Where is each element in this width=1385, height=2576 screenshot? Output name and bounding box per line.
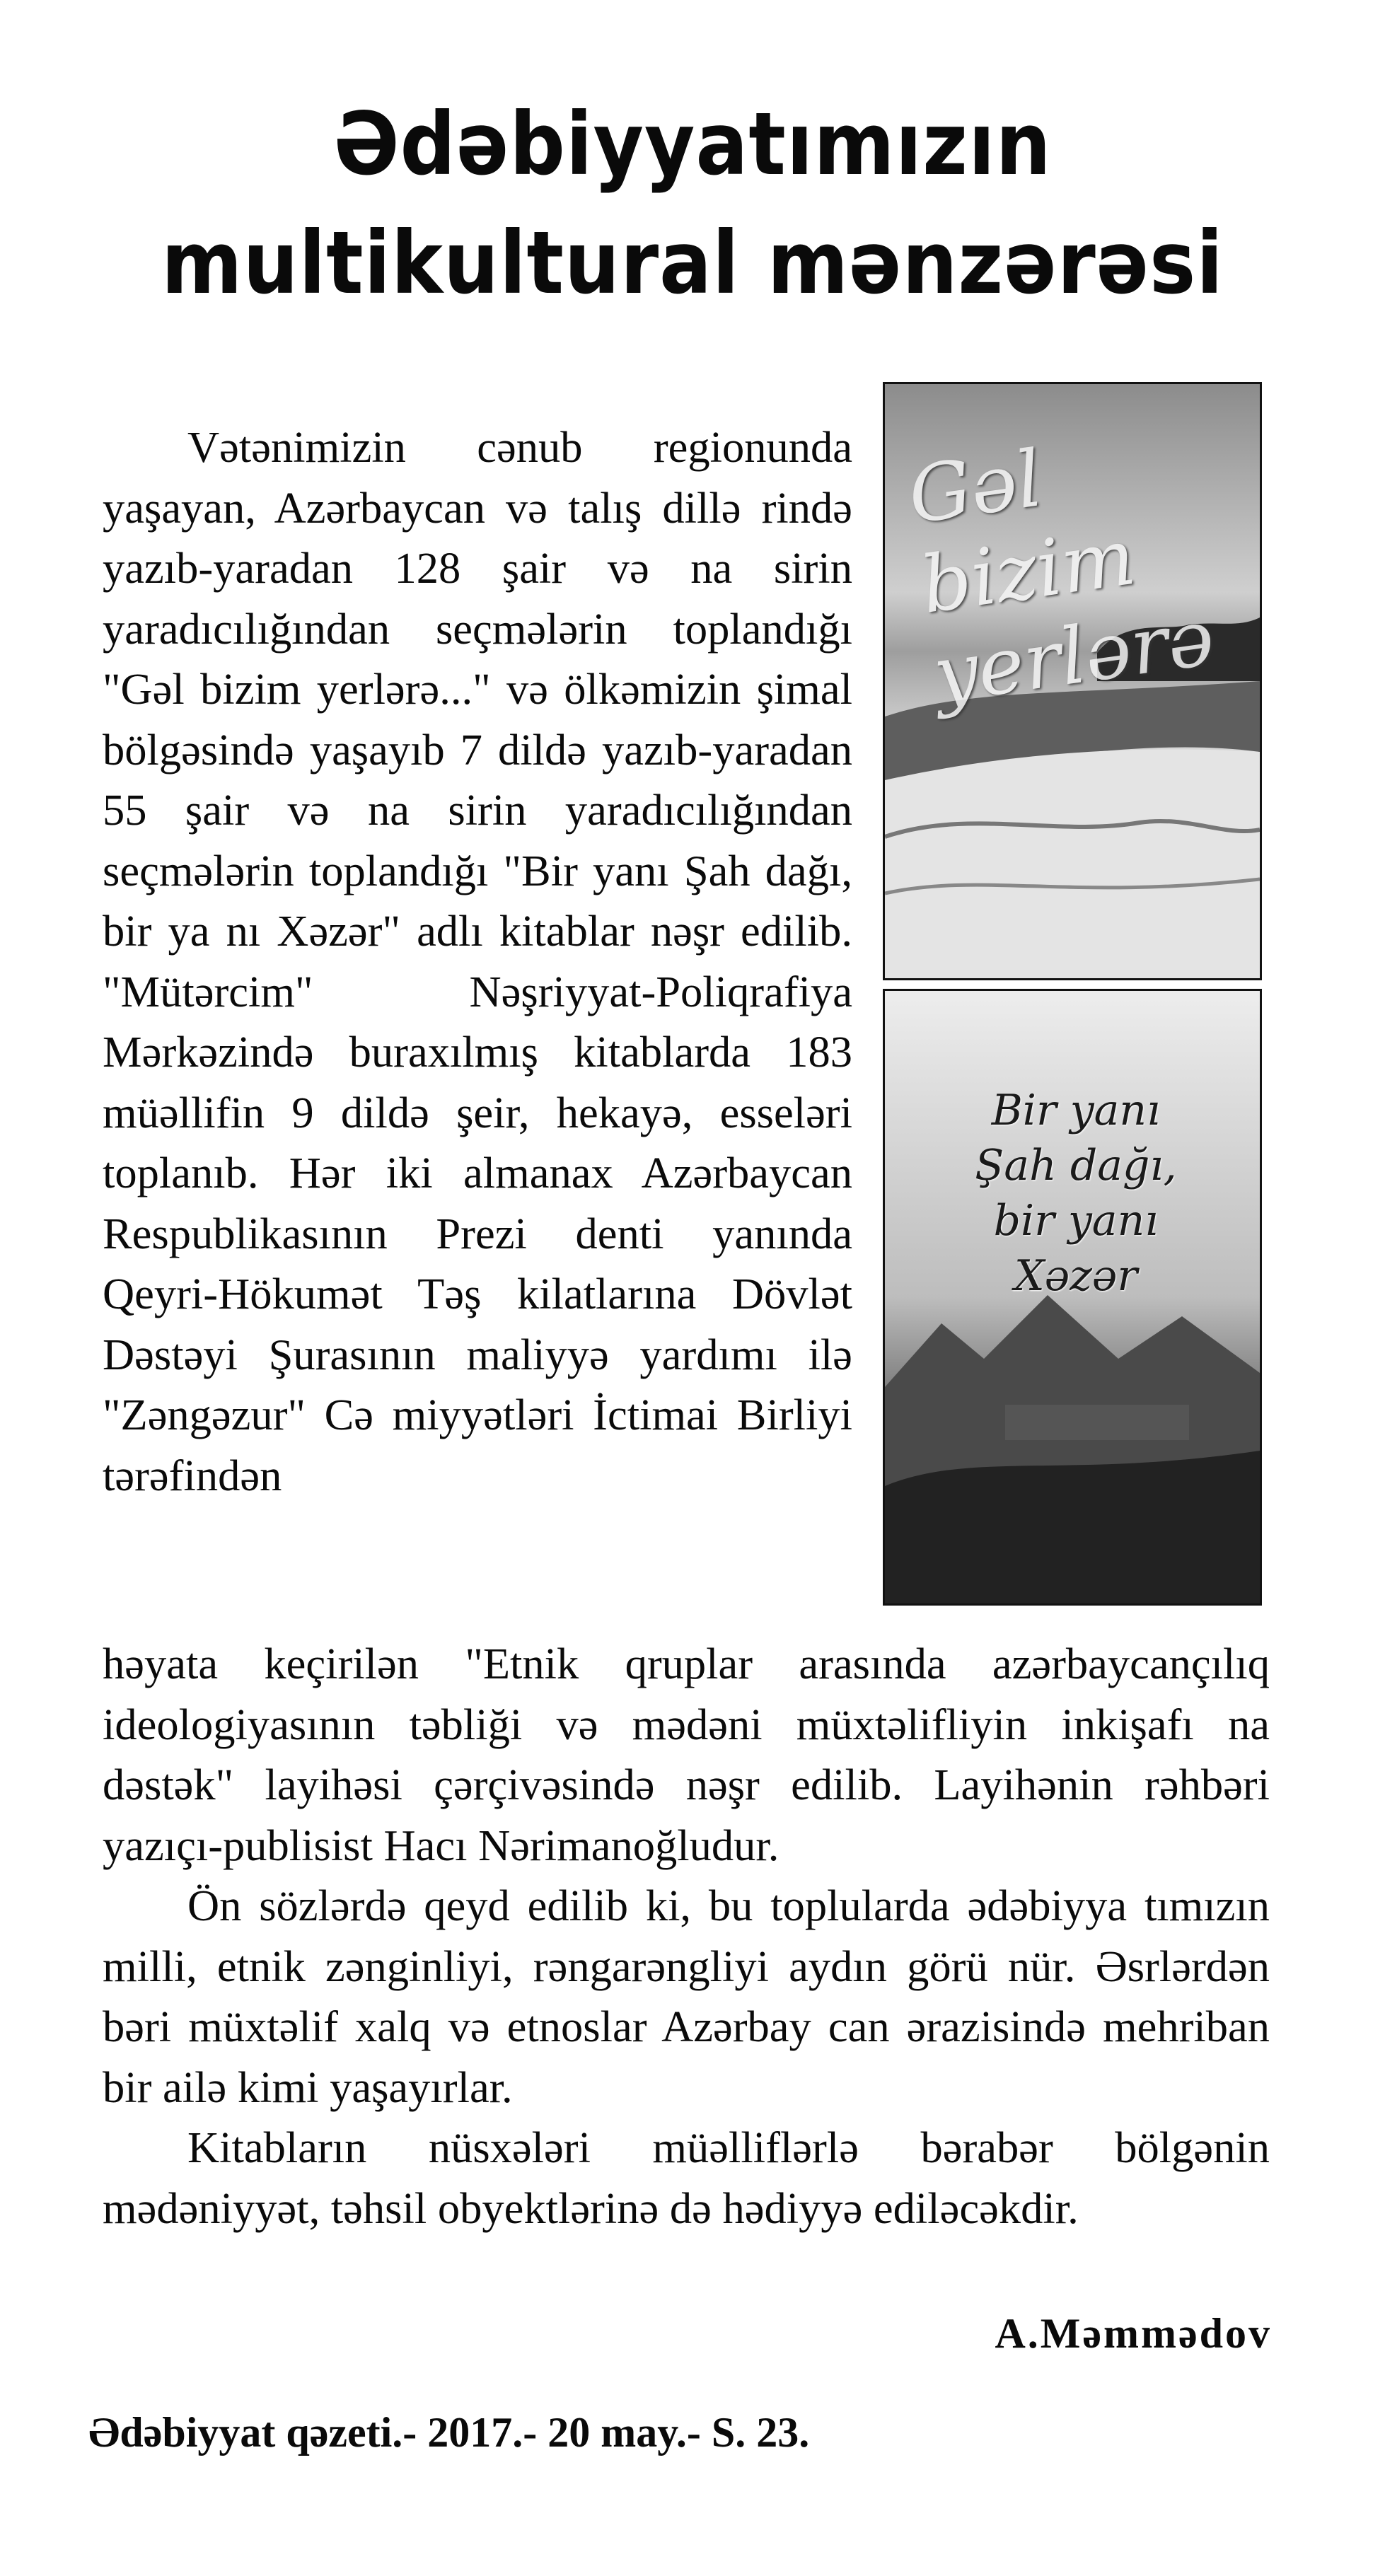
text-line: tımızın milli, etnik zənginliyi, rəngarəngliyi aydın görü xyxy=(103,1881,1270,1991)
text-line: denti yanında Qeyri-Hökumət Təş xyxy=(103,1208,852,1318)
cover2-title xyxy=(913,1083,1239,1304)
article-body-full xyxy=(103,1634,1270,2239)
text-line: toplandığı "Gəl bizim yerlərə..." və xyxy=(103,603,852,714)
paragraph-1-continued xyxy=(103,1634,1270,1876)
title-line-1: Ədəbiyyatımızın xyxy=(333,94,1052,195)
text-line: 183 müəllifin 9 dildə şeir, hekayə, xyxy=(103,1027,852,1137)
text-line: esseləri toplanıb. Hər iki almanax xyxy=(103,1087,852,1197)
text-line: Ön sözlərdə qeyd edilib ki, bu toplularda ədəbiyya xyxy=(187,1881,1128,1930)
text-line: ideologiyasının təbliği və mədəni müxtəlifliyin inkişafı xyxy=(103,1699,1194,1749)
text-line: rində yazıb-yaradan 128 şair və na xyxy=(103,482,852,593)
text-line: miyyətləri İctimai Birliyi tərəfindən xyxy=(103,1390,852,1500)
book-cover-bir-yani-sah-dagi xyxy=(883,989,1262,1606)
text-line: Azərbaycan Respublikasının Prezi xyxy=(103,1148,852,1258)
text-line: na dəstək" layihəsi çərçivəsində nəşr edilib. Layihənin xyxy=(103,1699,1270,1809)
paragraph-2 xyxy=(103,1876,1270,2118)
text-line: Mərkəzində buraxılmış kitablarda xyxy=(103,1027,787,1077)
text-line: rəhbəri yazıçı-publisist Hacı Nərimanoğludur. xyxy=(103,1760,1270,1870)
book-cover-gel-bizim-yerlere xyxy=(883,382,1262,980)
text-line: yaşayan, Azərbaycan və talış dillə xyxy=(103,482,741,533)
text-line: mədəniyyət, təhsil obyektlərinə də hədiyyə ediləcəkdir. xyxy=(103,2183,1079,2233)
paragraph-1-wrapped xyxy=(103,417,852,1506)
cover2-title-line: bir yanı xyxy=(993,1196,1159,1246)
text-line: kilatlarına Dövlət Dəstəyi Şurasının xyxy=(103,1269,852,1379)
author-signature: A.Məmmədov xyxy=(995,2310,1272,2357)
text-line: maliyyə yardımı ilə "Zəngəzur" Cə xyxy=(103,1329,852,1439)
text-line: 7 dildə yazıb-yaradan 55 şair və na xyxy=(103,724,852,835)
cover2-title-line: Xəzər xyxy=(1014,1251,1138,1301)
source-citation: Ədəbiyyat qəzeti.- 2017.- 20 may.- S. 23. xyxy=(88,2409,810,2456)
article-title xyxy=(69,85,1316,323)
text-line: sirin yaradıcılığından seçmələrin xyxy=(103,543,852,654)
text-line: nür. Əsrlərdən bəri müxtəlif xalq və etnoslar Azərbay xyxy=(103,1941,1270,2051)
text-line: Kitabların nüsxələri müəlliflərlə bərabər bölgənin xyxy=(187,2123,1270,2172)
text-line: sirin yaradıcılığından seçmələrin xyxy=(103,785,852,895)
cover2-title-line: Bir yanı xyxy=(991,1086,1161,1135)
cover2-title-line: Şah dağı, xyxy=(975,1141,1177,1190)
text-line: toplandığı "Bir yanı Şah dağı, bir ya xyxy=(103,845,852,956)
text-line: həyata keçirilən "Etnik qruplar arasında azərbaycançılıq xyxy=(103,1639,1270,1688)
text-line: ölkəmizin şimal bölgəsində yaşayıb xyxy=(103,664,852,774)
paragraph-3 xyxy=(103,2118,1270,2239)
article-body-wrapped xyxy=(103,417,852,1506)
text-line: Vətənimizin cənub regionunda xyxy=(187,422,852,472)
text-line: nı Xəzər" adlı kitablar nəşr edilib. xyxy=(226,906,853,956)
text-line: can ərazisində mehriban bir ailə kimi yaşayırlar. xyxy=(103,2002,1270,2112)
cover1-title: Gəl bizim yerlərə xyxy=(903,433,1219,721)
title-line-2: multikultural mənzərəsi xyxy=(161,213,1224,313)
text-line: "Mütərcim" Nəşriyyat-Poliqrafiya xyxy=(103,966,852,1016)
